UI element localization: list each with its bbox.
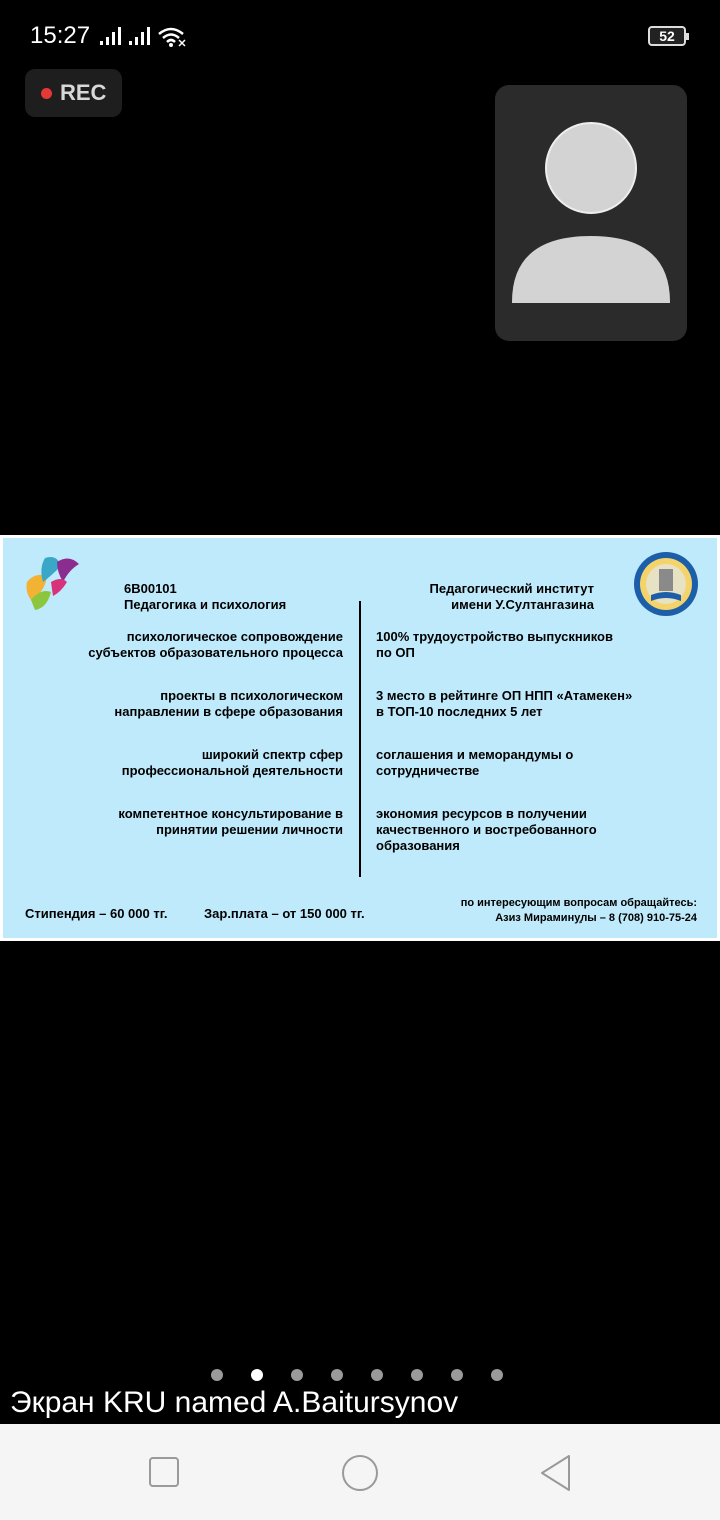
stipend-text: Стипендия – 60 000 тг.	[25, 906, 168, 921]
institute-name-line2: имени У.Султангазина	[451, 597, 594, 612]
status-bar	[0, 0, 720, 72]
institute-emblem-icon	[633, 551, 699, 617]
left-benefit: проекты в психологическом направлении в сфере образования	[114, 688, 343, 719]
page-dot[interactable]	[491, 1369, 503, 1381]
salary-text: Зар.плата – от 150 000 тг.	[204, 906, 365, 921]
contact-heading: по интересующим вопросам обращайтесь:	[460, 897, 697, 909]
signal-icon	[129, 26, 151, 46]
page-dot-active[interactable]	[251, 1369, 263, 1381]
right-benefit: 100% трудоустройство выпускников по ОП	[376, 629, 613, 660]
avatar-icon	[495, 85, 687, 341]
contact-person: Азиз Мирамину̧лы – 8 (708) 910-75-24	[495, 912, 697, 924]
presentation-slide	[3, 538, 717, 938]
wifi-icon	[157, 26, 187, 48]
left-benefit: широкий спектр сфер профессиональной деятельности	[121, 747, 343, 778]
shared-screen[interactable]	[0, 535, 720, 941]
program-name: Педагогика и психология	[124, 597, 287, 612]
recent-apps-icon[interactable]	[147, 1455, 181, 1489]
page-dot[interactable]	[291, 1369, 303, 1381]
page-indicator[interactable]	[211, 1369, 531, 1381]
page-dot[interactable]	[411, 1369, 423, 1381]
right-benefit: соглашения и меморандумы о сотрудничестве	[376, 747, 574, 778]
navigation-bar	[0, 1424, 720, 1520]
page-dot[interactable]	[371, 1369, 383, 1381]
program-code: 6B00101	[124, 581, 177, 596]
right-benefit: экономия ресурсов в получении качественного и востребованного образования	[376, 806, 597, 853]
page-dot[interactable]	[451, 1369, 463, 1381]
rec-dot-icon	[41, 88, 52, 99]
institute-name: Педагогический институт	[429, 581, 594, 596]
home-icon[interactable]	[340, 1453, 380, 1493]
rec-label: REC	[60, 80, 107, 105]
left-benefit: психологическое сопровождение субъектов образовательного процесса	[88, 629, 343, 660]
back-icon[interactable]	[538, 1453, 574, 1493]
recording-indicator[interactable]	[25, 69, 122, 117]
page-dot[interactable]	[211, 1369, 223, 1381]
page-dot[interactable]	[331, 1369, 343, 1381]
program-logo-icon	[21, 552, 83, 614]
slide-divider	[359, 601, 361, 877]
status-time: 15:27	[30, 22, 91, 49]
battery-indicator: 52	[648, 26, 686, 46]
left-benefit: компетентное консультирование в принятии решении личности	[118, 806, 343, 837]
screen-share-caption: Экран KRU named A.Baitursynov	[10, 1386, 459, 1419]
signal-icon	[100, 26, 122, 46]
right-benefit: 3 место в рейтинге ОП НПП «Атамекен» в ТОП-10 последних 5 лет	[376, 688, 633, 719]
self-video-tile[interactable]	[495, 85, 687, 341]
